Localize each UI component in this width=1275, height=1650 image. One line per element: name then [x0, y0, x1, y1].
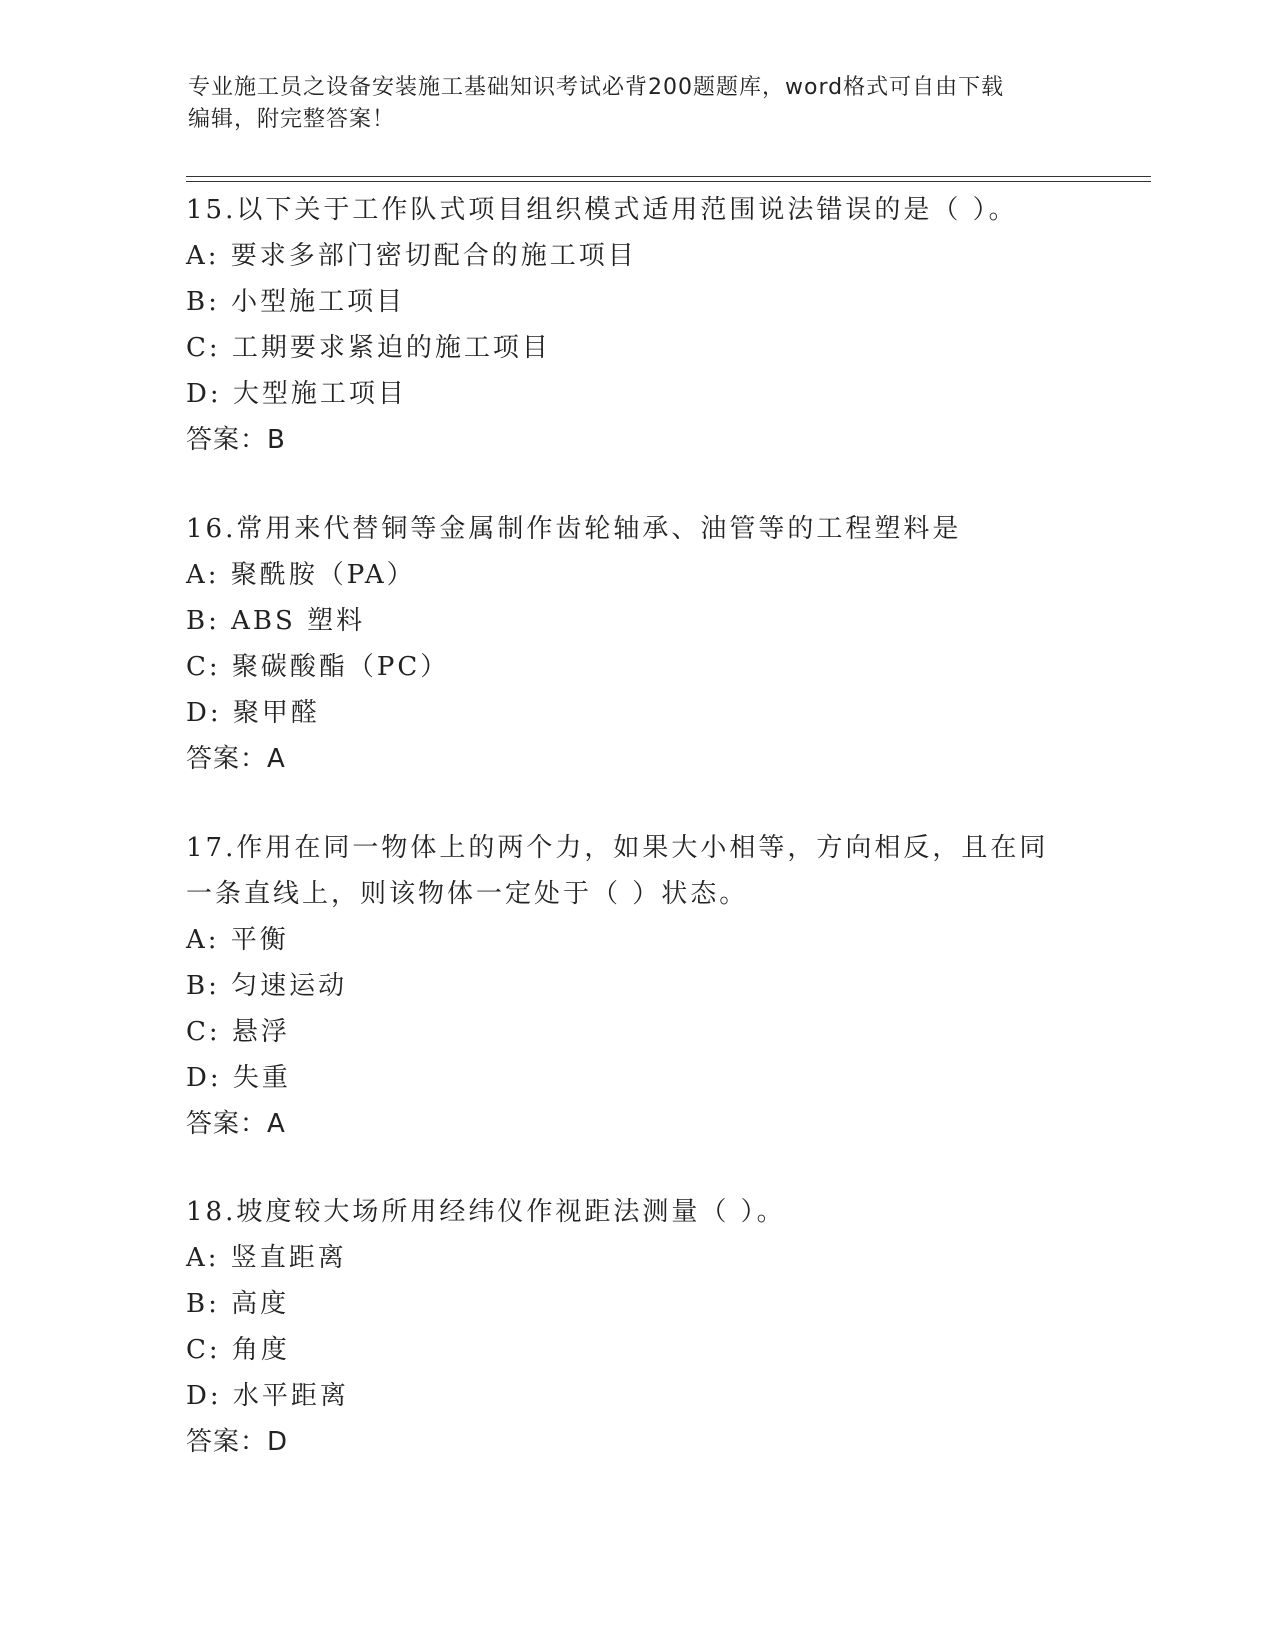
question-stem: 15.以下关于工作队式项目组织模式适用范围说法错误的是（ ）。 — [186, 195, 1018, 225]
question-15 — [186, 187, 1086, 463]
option-a: A: 平衡 — [186, 925, 289, 955]
header-line-2: 编辑，附完整答案！ — [188, 107, 396, 132]
question-17 — [186, 825, 1086, 1147]
header-line-1: 专业施工员之设备安装施工基础知识考试必背200题题库，word格式可自由下载 — [188, 75, 1005, 100]
option-d: D: 失重 — [186, 1063, 291, 1093]
question-stem: 17.作用在同一物体上的两个力，如果大小相等，方向相反，且在同一条直线上，则该物体一定处于（ ）状态。 — [186, 833, 1049, 909]
answer-line: 答案：B — [186, 425, 286, 455]
question-16 — [186, 506, 1086, 782]
option-b: B: ABS 塑料 — [186, 606, 366, 636]
header-divider-bottom — [186, 181, 1151, 182]
option-c: C: 聚碳酸酯（PC） — [186, 652, 450, 682]
answer-line: 答案：A — [186, 1109, 286, 1139]
option-a: A: 竖直距离 — [186, 1243, 347, 1273]
option-b: B: 小型施工项目 — [186, 287, 406, 317]
option-a: A: 聚酰胺（PA） — [186, 560, 416, 590]
header-divider-top — [186, 176, 1151, 177]
option-c: C: 悬浮 — [186, 1017, 290, 1047]
document-header — [188, 72, 1068, 136]
option-d: D: 水平距离 — [186, 1381, 349, 1411]
option-a: A: 要求多部门密切配合的施工项目 — [186, 241, 637, 271]
question-stem: 16.常用来代替铜等金属制作齿轮轴承、油管等的工程塑料是 — [186, 514, 962, 544]
option-c: C: 工期要求紧迫的施工项目 — [186, 333, 551, 363]
answer-line: 答案：A — [186, 744, 286, 774]
option-b: B: 高度 — [186, 1289, 290, 1319]
option-c: C: 角度 — [186, 1335, 290, 1365]
option-d: D: 大型施工项目 — [186, 379, 407, 409]
option-b: B: 匀速运动 — [186, 971, 348, 1001]
option-d: D: 聚甲醛 — [186, 698, 320, 728]
question-18 — [186, 1189, 1086, 1465]
question-stem: 18.坡度较大场所用经纬仪作视距法测量（ ）。 — [186, 1197, 786, 1227]
answer-line: 答案：D — [186, 1427, 289, 1457]
